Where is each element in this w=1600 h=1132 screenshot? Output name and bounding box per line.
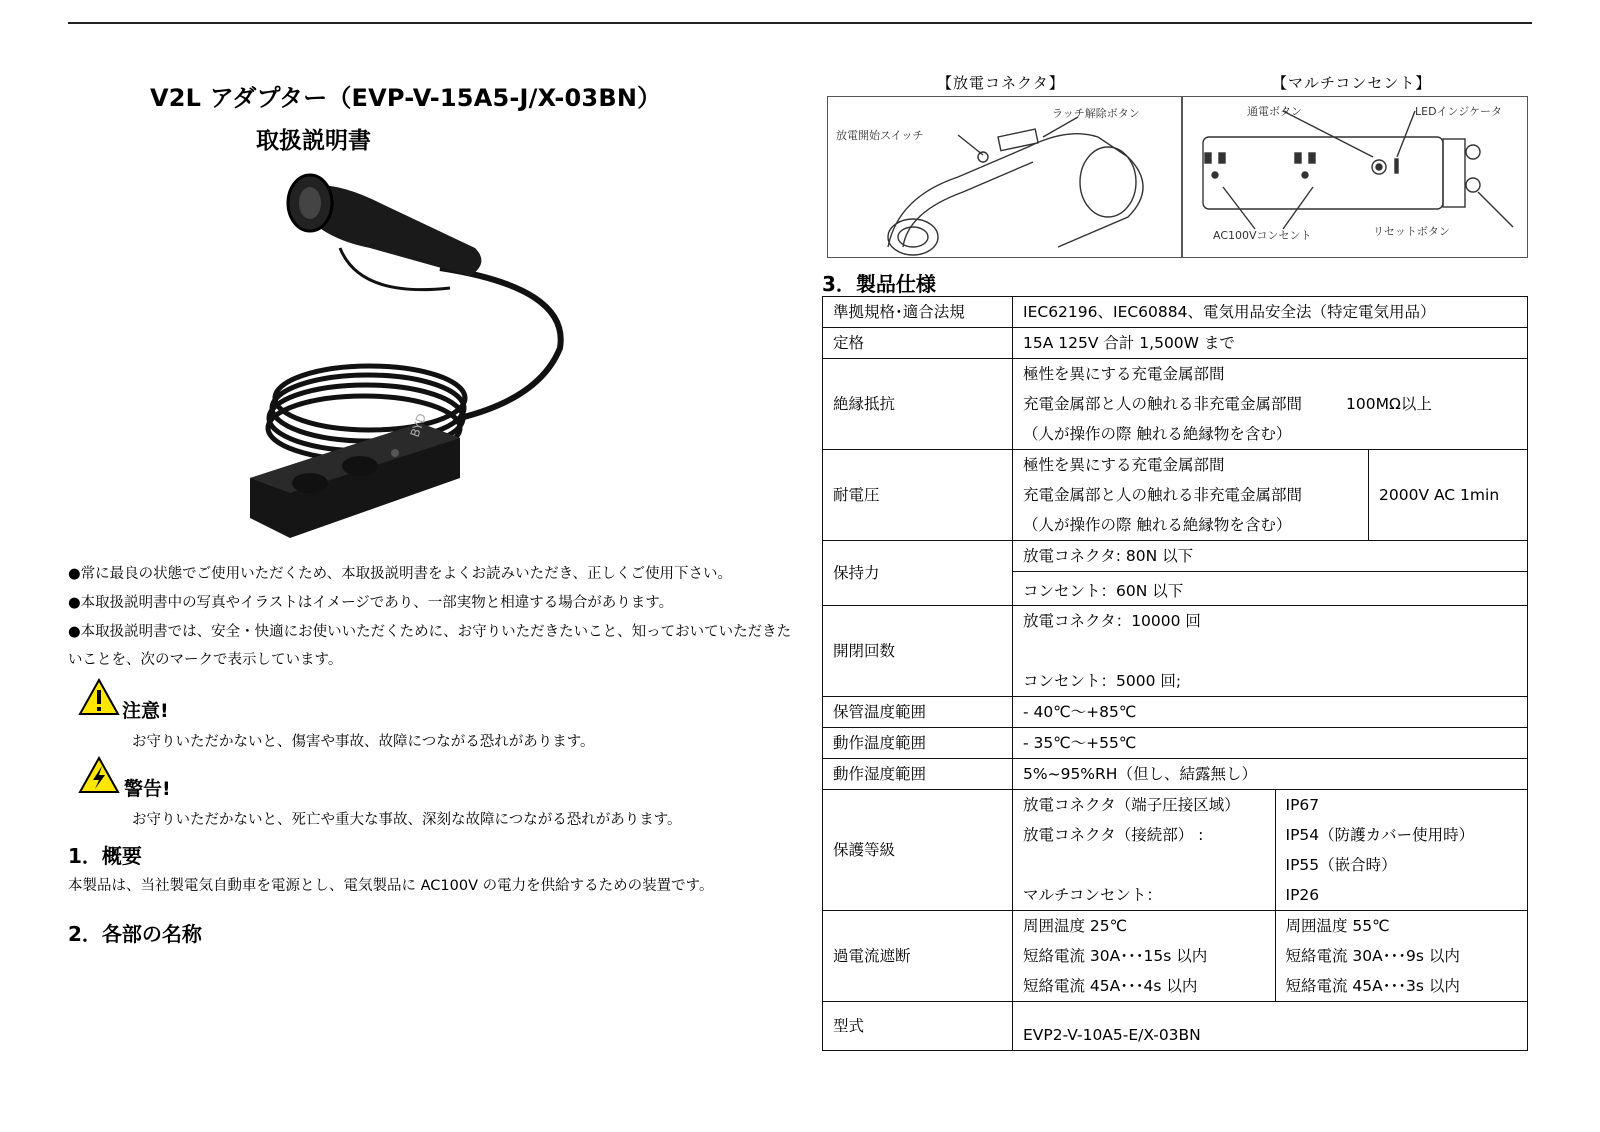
section-2-heading: 2．各部の名称	[68, 922, 202, 946]
section-3-heading: 3．製品仕様	[822, 272, 936, 296]
connector-figure-label: 【放電コネクタ】	[937, 74, 1065, 92]
caution-text: お守りいただかないと、傷害や事故、故障につながる恐れがあります。	[132, 734, 595, 750]
caution-icon	[78, 678, 120, 716]
section-1-text: 本製品は、当社製電気自動車を電源とし、電気製品に AC100V の電力を供給するための装置です。	[68, 878, 714, 894]
intro-bullet-1: ●常に最良の状態でご使用いただくため、本取扱説明書をよくお読みいただき、正しくご使用下さい。	[68, 566, 732, 582]
intro-bullet-2: ●本取扱説明書中の写真やイラストはイメージであり、一部実物と相違する場合があります。	[68, 595, 674, 611]
spec-value: EVP2-V-10A5-E/X-03BN	[1013, 1002, 1528, 1051]
table-row	[823, 728, 1528, 759]
header-rule	[68, 22, 1532, 24]
ac-outlet-label: AC100Vコンセント	[1213, 229, 1312, 242]
table-row	[823, 297, 1528, 328]
table-row	[823, 697, 1528, 728]
spec-key: 耐電圧	[823, 450, 1013, 541]
spec-value: 15A 125V 合計 1,500W まで	[1013, 328, 1528, 359]
spec-key: 動作湿度範囲	[823, 759, 1013, 790]
spec-value: 放電コネクタ：10000 回 コンセント：5000 回;	[1013, 606, 1528, 697]
spec-key: 型式	[823, 1002, 1013, 1051]
caution-title: 注意!	[122, 700, 169, 722]
spec-value: 2000V AC 1min	[1369, 450, 1528, 541]
spec-value: 放電コネクタ: 80N 以下	[1013, 541, 1528, 572]
intro-bullet-4: いことを、次のマークで表示しています。	[68, 652, 343, 668]
spec-key: 開閉回数	[823, 606, 1013, 697]
discharge-switch-label: 放電開始スイッチ	[836, 129, 924, 142]
brand-logo: BYD	[407, 411, 430, 440]
document-subtitle: 取扱説明書	[256, 128, 371, 154]
product-photo	[240, 168, 600, 560]
spec-key: 保持力	[823, 541, 1013, 606]
spec-key: 絶縁抵抗	[823, 359, 1013, 450]
spec-value: - 40℃～+85℃	[1013, 697, 1528, 728]
spec-key: 保管温度範囲	[823, 697, 1013, 728]
spec-key: 保護等級	[823, 790, 1013, 911]
spec-value: 極性を異にする充電金属部間 充電金属部と人の触れる非充電金属部間 100MΩ以上 （人が操作の際 触れる絶縁物を含む）	[1013, 359, 1528, 450]
table-row	[823, 541, 1528, 572]
outlet-figure	[1182, 96, 1528, 258]
spec-value: コンセント：60N 以下	[1013, 572, 1528, 606]
spec-value: 極性を異にする充電金属部間 充電金属部と人の触れる非充電金属部間 （人が操作の際 触れる絶縁物を含む）	[1013, 450, 1369, 541]
spec-key: 過電流遮断	[823, 911, 1013, 1002]
table-row	[823, 328, 1528, 359]
led-indicator-label: LEDインジケータ	[1415, 105, 1503, 118]
table-row	[823, 450, 1528, 541]
table-row	[823, 759, 1528, 790]
spec-value: 周囲温度 25℃ 短絡電流 30A･･･15s 以内 短絡電流 45A･･･4s 以内 周囲温度 55℃ 短絡電流 30A･･･9s 以内 短絡電流 45A･･･3s 以内	[1013, 911, 1528, 1002]
spec-key: 定格	[823, 328, 1013, 359]
latch-release-label: ラッチ解除ボタン	[1052, 107, 1140, 120]
table-row	[823, 911, 1528, 1002]
outlet-figure-label: 【マルチコンセント】	[1272, 74, 1432, 92]
table-row	[823, 790, 1528, 911]
spec-value: 放電コネクタ（端子圧接区域） 放電コネクタ（接続部） : マルチコンセント： IP67 IP54（防護カバー使用時） IP55（嵌合時） IP26	[1013, 790, 1528, 911]
table-row	[823, 1002, 1528, 1051]
reset-button-label: リセットボタン	[1373, 225, 1450, 238]
warning-text: お守りいただかないと、死亡や重大な事故、深刻な故障につながる恐れがあります。	[132, 812, 682, 828]
table-row	[823, 359, 1528, 450]
connector-drawing	[828, 97, 1181, 257]
spec-value: IEC62196、IEC60884、電気用品安全法（特定電気用品）	[1013, 297, 1528, 328]
electric-warning-icon	[78, 756, 120, 794]
spec-value: - 35℃～+55℃	[1013, 728, 1528, 759]
power-button-label: 通電ボタン	[1247, 105, 1302, 118]
table-row	[823, 606, 1528, 697]
intro-bullet-3: ●本取扱説明書では、安全・快適にお使いいただくために、お守りいただきたいこと、知っておいていただきた	[68, 624, 792, 640]
spec-value: 5%~95%RH（但し、結露無し）	[1013, 759, 1528, 790]
spec-key: 動作温度範囲	[823, 728, 1013, 759]
connector-figure	[827, 96, 1182, 258]
warning-title: 警告!	[124, 778, 171, 800]
document-title: V2L アダプター（EVP-V-15A5-J/X-03BN）	[150, 84, 662, 112]
section-1-heading: 1．概要	[68, 844, 142, 868]
spec-table	[822, 296, 1528, 1051]
spec-key: 準拠規格･適合法規	[823, 297, 1013, 328]
